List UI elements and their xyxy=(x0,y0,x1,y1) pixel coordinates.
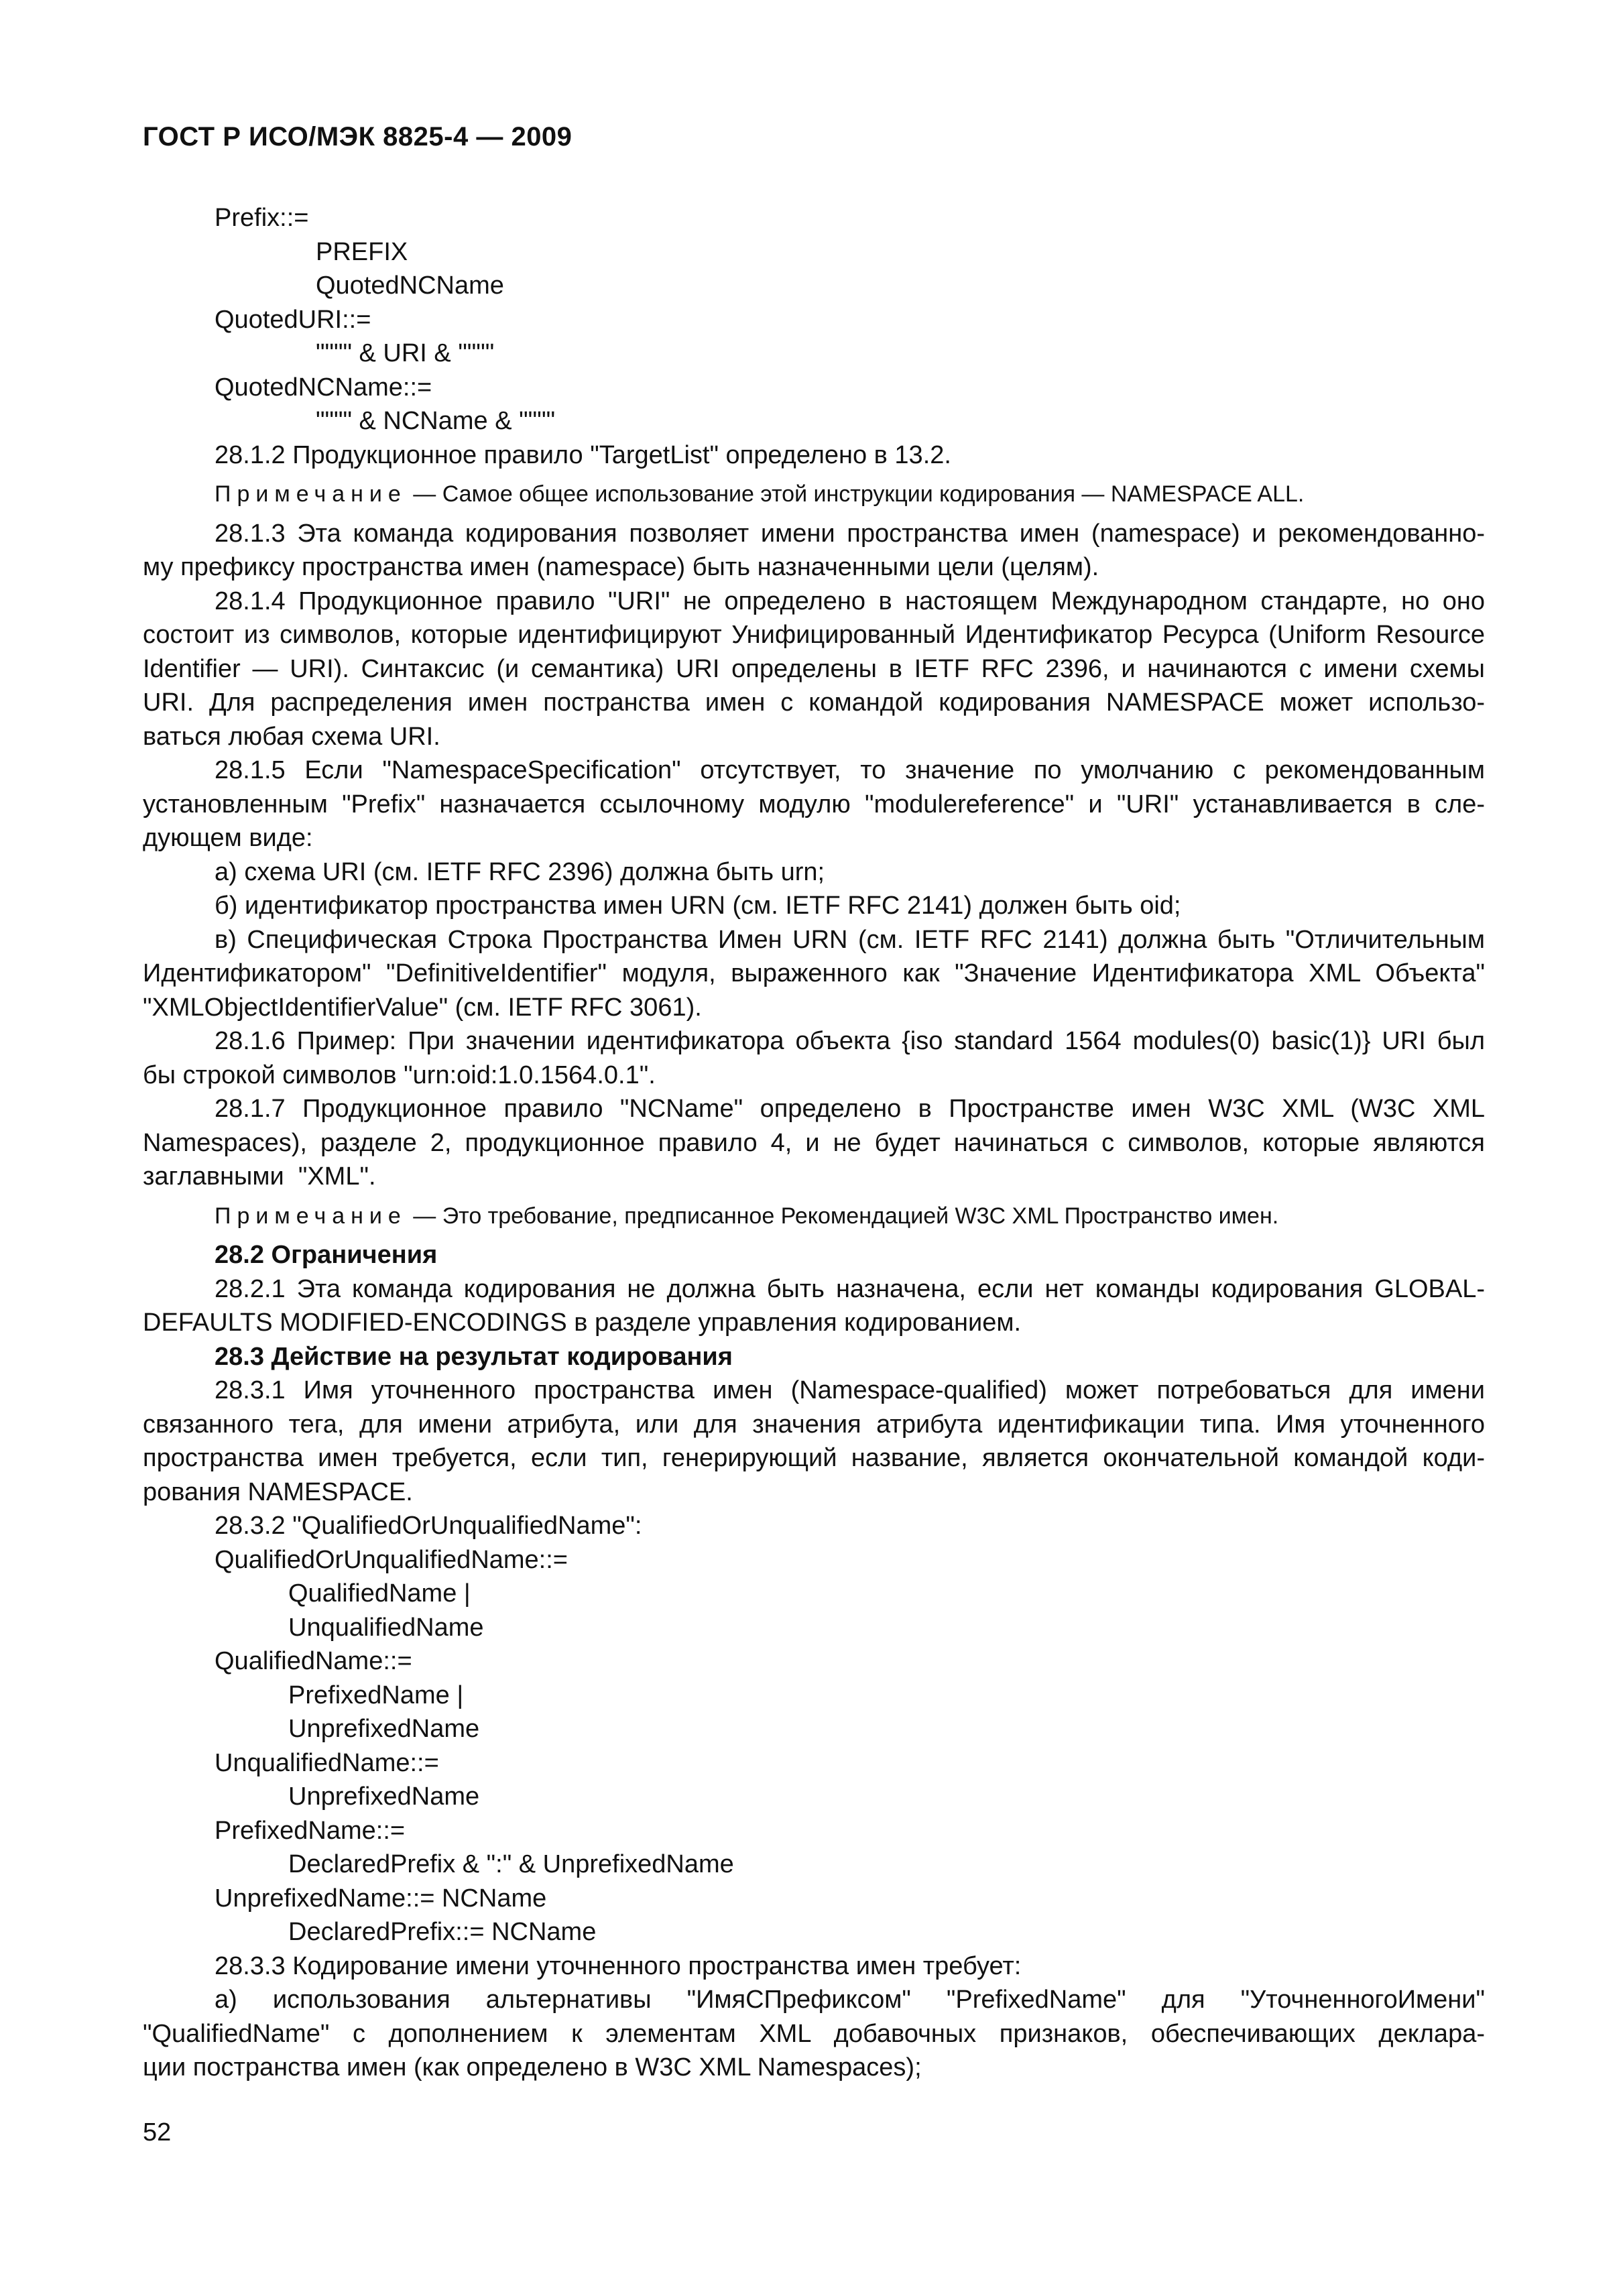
grammar-line: PREFIX xyxy=(316,237,408,266)
paragraph-line: дующем виде: xyxy=(143,824,313,852)
grammar-line: UnqualifiedName::= xyxy=(215,1748,439,1777)
list-item: ции постранства имен (как определено в W3C XML Namespaces); xyxy=(143,2053,922,2081)
note xyxy=(143,1199,1485,1233)
grammar-line: """" & NCName & """" xyxy=(316,407,556,435)
paragraph-line: 28.3.1 Имя уточненного пространства имен (Namespace-qualified) может потребоваться для имени xyxy=(215,1376,1485,1404)
paragraph-line: связанного тега, для имени атрибута, или для значения атрибута идентификации типа. Имя уточненного xyxy=(143,1410,1485,1439)
list-item: а) использования альтернативы "ИмяСПрефиксом" "PrefixedName" для "УточненногоИмени" xyxy=(215,1986,1485,2014)
section-heading: 28.3 Действие на результат кодирования xyxy=(215,1342,733,1371)
paragraph-line: Identifier — URI). Синтаксис (и семантика) URI определены в IETF RFC 2396, и начинаются с имени схемы xyxy=(143,654,1485,683)
grammar-line: DeclaredPrefix & ":" & UnprefixedName xyxy=(288,1850,734,1878)
grammar-line: QualifiedOrUnqualifiedName::= xyxy=(215,1545,568,1574)
grammar-line: UnprefixedName::= NCName xyxy=(215,1884,547,1913)
paragraph-line: 28.3.3 Кодирование имени уточненного пространства имен требует: xyxy=(215,1951,1022,1980)
note-text: — Самое общее использование этой инструкции кодирования — NAMESPACE ALL. xyxy=(406,481,1305,507)
page-number: 52 xyxy=(143,2118,172,2147)
paragraph-line: установленным "Prefix" назначается ссылочному модулю "modulereference" и "URI" устанавливается в сле- xyxy=(143,790,1485,819)
paragraph-line: состоит из символов, которые идентифицируют Унифицированный Идентификатор Ресурса (Uniform Resource xyxy=(143,621,1485,649)
list-item: "QualifiedName" с дополнением к элементам XML добавочных признаков, обеспечивающих деклара- xyxy=(143,2019,1485,2048)
note xyxy=(143,477,1485,511)
document-header: ГОСТ Р ИСО/МЭК 8825-4 — 2009 xyxy=(143,122,573,152)
grammar-line: UnprefixedName xyxy=(288,1783,480,1811)
grammar-line: DeclaredPrefix::= NCName xyxy=(288,1918,597,1946)
list-item: Идентификатором" "DefinitiveIdentifier" модуля, выраженного как "Значение Идентификатора XML Объекта" xyxy=(143,959,1485,987)
list-item: в) Специфическая Строка Пространства Имен URN (см. IETF RFC 2141) должна быть "Отличительным xyxy=(215,925,1485,954)
paragraph-line: 28.1.6 Пример: При значении идентификатора объекта {iso standard 1564 modules(0) basic(1)} URI был xyxy=(215,1027,1485,1055)
document-body xyxy=(143,201,1485,2085)
paragraph-line: URI. Для распределения имен постранства имен с командой кодирования NAMESPACE может использо- xyxy=(143,688,1485,717)
list-item: "XMLObjectIdentifierValue" (см. IETF RFC 3061). xyxy=(143,993,702,1022)
note-label: Примечание xyxy=(215,481,407,507)
paragraph-line: Namespaces), разделе 2, продукционное правило 4, и не будет начинаться с символов, которые являются xyxy=(143,1128,1485,1157)
paragraph-line: 28.1.5 Если "NamespaceSpecification" отсутствует, то значение по умолчанию с рекомендованным xyxy=(215,756,1485,784)
paragraph-line: заглавными "XML". xyxy=(143,1162,376,1191)
grammar-line: QuotedNCName xyxy=(316,271,504,300)
paragraph-line: 28.2.1 Эта команда кодирования не должна быть назначена, если нет команды кодирования GLOBAL- xyxy=(215,1274,1485,1303)
paragraph-line: пространства имен требуется, если тип, генерирующий название, является окончательной командой коди- xyxy=(143,1444,1485,1472)
grammar-line: """" & URI & """" xyxy=(316,339,495,367)
grammar-line: QualifiedName::= xyxy=(215,1647,412,1675)
paragraph-line: ваться любая схема URI. xyxy=(143,722,440,751)
grammar-line: PrefixedName | xyxy=(288,1681,464,1709)
paragraph-line: бы строкой символов "urn:oid:1.0.1564.0.1". xyxy=(143,1061,656,1089)
grammar-line: PrefixedName::= xyxy=(215,1816,406,1845)
paragraph-line: 28.1.3 Эта команда кодирования позволяет имени пространства имен (namespace) и рекомендованно- xyxy=(215,519,1485,548)
note-label: Примечание xyxy=(215,1203,407,1229)
grammar-line: QualifiedName | xyxy=(288,1579,471,1608)
paragraph-line: рования NAMESPACE. xyxy=(143,1477,413,1506)
paragraph-line: DEFAULTS MODIFIED-ENCODINGS в разделе управления кодированием. xyxy=(143,1309,1022,1337)
list-item: б) идентификатор пространства имен URN (см. IETF RFC 2141) должен быть oid; xyxy=(215,892,1181,920)
paragraph-line: му префиксу пространства имен (namespace) быть назначенными цели (целям). xyxy=(143,553,1099,581)
paragraph-line: 28.1.7 Продукционное правило "NCName" определено в Пространстве имен W3C XML (W3C XML xyxy=(215,1095,1485,1123)
paragraph-line: 28.3.2 "QualifiedOrUnqualifiedName": xyxy=(215,1512,642,1540)
grammar-line: UnqualifiedName xyxy=(288,1613,484,1642)
section-heading: 28.2 Ограничения xyxy=(215,1241,438,1269)
grammar-line: QuotedURI::= xyxy=(215,305,371,334)
note-text: — Это требование, предписанное Рекомендацией W3C XML Пространство имен. xyxy=(406,1203,1279,1229)
paragraph-line: 28.1.2 Продукционное правило "TargetList" определено в 13.2. xyxy=(215,440,951,469)
grammar-line: QuotedNCName::= xyxy=(215,373,432,402)
grammar-line: UnprefixedName xyxy=(288,1715,480,1743)
paragraph-line: 28.1.4 Продукционное правило "URI" не определено в настоящем Международном стандарте, но оно xyxy=(215,587,1485,615)
grammar-line: Prefix::= xyxy=(215,204,309,232)
list-item: а) схема URI (см. IETF RFC 2396) должна быть urn; xyxy=(215,857,825,886)
